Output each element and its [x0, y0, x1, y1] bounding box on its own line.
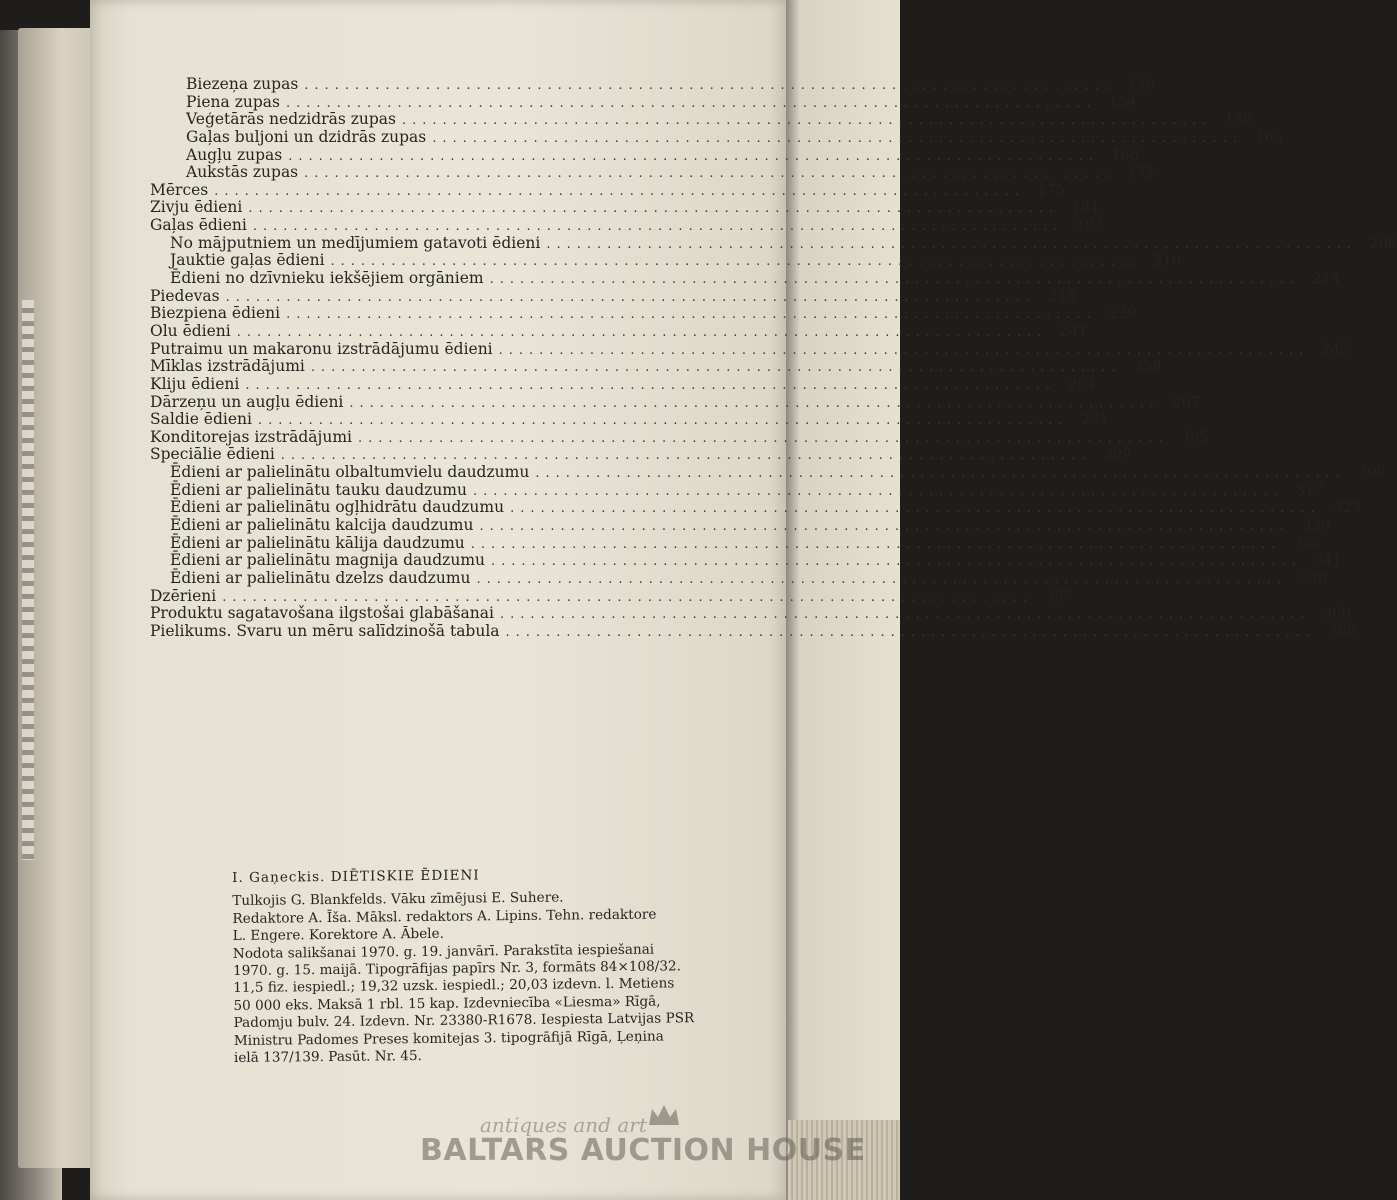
- toc-entry: [150, 427, 1209, 447]
- toc-entry: [150, 75, 1155, 94]
- toc-entry-page: 184: [1071, 200, 1099, 217]
- toc-entry: [150, 621, 1357, 641]
- toc-entry-page: 214: [1312, 271, 1341, 288]
- toc-entry-title: Speciālie ēdieni: [150, 445, 275, 464]
- toc-entry-page: 330: [1302, 518, 1331, 535]
- colophon-line: L. Engere. Korektore A. Ābele.: [232, 926, 445, 945]
- toc-entry-title: Ēdieni ar palielinātu kālija daudzumu: [170, 533, 465, 552]
- toc-entry: [150, 374, 1096, 394]
- toc-entry-page: 291: [1080, 412, 1109, 429]
- toc-entry-title: Gaļas ēdieni: [150, 216, 247, 235]
- toc-entry-title: Dzērieni: [150, 586, 217, 605]
- toc-entry-page: 241: [1059, 323, 1088, 340]
- toc-entry: [150, 357, 1162, 376]
- colophon-line: Redaktore A. Īša. Māksl. redaktors A. Lipins. Tehn. redaktore: [232, 906, 657, 927]
- toc-entry: [150, 321, 1088, 341]
- toc-entry-page: 305: [1180, 429, 1209, 446]
- toc-leader-dots: ................................................................................: [280, 448, 1092, 464]
- toc-leader-dots: ................................................................................: [310, 360, 1122, 376]
- toc-leader-dots: ................................................................................: [505, 624, 1317, 640]
- toc-entry: [150, 339, 1350, 359]
- toc-entry-title: Gaļas buljoni un dzidrās zupas: [186, 127, 427, 146]
- toc-entry-title: Putraimu un makaronu izstrādājumu ēdieni: [150, 339, 493, 358]
- toc-entry-page: 341: [1313, 553, 1342, 570]
- toc-leader-dots: ................................................................................: [491, 554, 1302, 570]
- toc-leader-dots: ................................................................................: [358, 430, 1169, 446]
- colophon-line: Tulkojis G. Blankfelds. Vāku zīmējusi E. Suhere.: [232, 889, 564, 910]
- toc-entry-title: Ēdieni ar palielinātu ogļhidrātu daudzumu: [170, 498, 505, 517]
- toc-entry: [150, 516, 1331, 535]
- toc-entry-title: Piena zupas: [186, 92, 280, 111]
- toc-entry-title: Mīklas izstrādājumi: [150, 357, 305, 376]
- toc-entry-page: 323: [1333, 500, 1361, 517]
- toc-entry-page: 267: [1172, 394, 1200, 411]
- toc-entry: [150, 286, 1077, 306]
- table-of-contents: [150, 75, 1397, 641]
- toc-leader-dots: ................................................................................: [476, 571, 1288, 587]
- toc-entry: [150, 127, 1283, 147]
- toc-entry-page: 317: [1295, 482, 1324, 499]
- toc-entry-page: 264: [1068, 376, 1096, 393]
- toc-entry-page: 245: [1321, 341, 1350, 358]
- toc-entry-title: Jauktie gaļas ēdieni: [170, 251, 325, 270]
- toc-entry-title: Konditorejas izstrādājumi: [150, 427, 352, 446]
- toc-leader-dots: ................................................................................: [222, 589, 1033, 605]
- toc-leader-dots: ................................................................................: [498, 342, 1310, 358]
- toc-leader-dots: ................................................................................: [479, 519, 1291, 535]
- toc-leader-dots: ................................................................................: [499, 607, 1311, 623]
- toc-entry-page: 335: [1293, 535, 1322, 552]
- toc-entry-page: 158: [1224, 112, 1253, 129]
- toc-entry: [150, 410, 1109, 429]
- toc-leader-dots: ................................................................................: [473, 483, 1284, 499]
- toc-entry-title: Piedevas: [150, 286, 220, 305]
- toc-entry: [150, 233, 1397, 253]
- toc-entry-page: 193: [1075, 218, 1104, 235]
- toc-entry-page: 172: [1127, 165, 1155, 182]
- toc-entry: [150, 269, 1341, 288]
- toc-entry-title: Ēdieni ar palielinātu olbaltumvielu daudzumu: [170, 463, 530, 482]
- toc-leader-dots: ................................................................................: [245, 377, 1056, 393]
- toc-entry-page: 168: [1111, 147, 1139, 164]
- toc-entry: [150, 586, 1073, 606]
- toc-entry-title: No mājputniem un medījumiem gatavoti ēdieni: [170, 233, 541, 252]
- toc-leader-dots: ................................................................................: [470, 536, 1282, 552]
- toc-entry: [150, 180, 1065, 200]
- toc-entry: [150, 551, 1342, 570]
- toc-entry-title: Ēdieni ar palielinātu kalcija daudzumu: [170, 516, 474, 535]
- toc-leader-dots: ................................................................................: [349, 395, 1160, 411]
- toc-entry-title: Saldie ēdieni: [150, 410, 252, 429]
- toc-leader-dots: ................................................................................: [510, 501, 1321, 517]
- toc-leader-dots: ................................................................................: [248, 201, 1059, 217]
- toc-entry-page: 206: [1369, 235, 1397, 252]
- toc-entry: [150, 392, 1200, 412]
- toc-entry: [150, 568, 1328, 588]
- toc-leader-dots: ................................................................................: [535, 466, 1346, 482]
- toc-entry: [150, 92, 1137, 112]
- toc-leader-dots: ................................................................................: [304, 166, 1115, 182]
- toc-entry: [150, 533, 1322, 553]
- toc-entry-title: Veģetārās nedzidrās zupas: [186, 110, 396, 129]
- toc-leader-dots: ................................................................................: [288, 148, 1099, 164]
- toc-leader-dots: ................................................................................: [252, 219, 1064, 235]
- watermark-tagline: antiques and art: [480, 1113, 647, 1137]
- colophon-line: Nodota salikšanai 1970. g. 19. janvārī. Parakstīta iespiešanai: [232, 941, 655, 962]
- toc-leader-dots: ................................................................................: [236, 324, 1048, 340]
- colophon-line: 11,5 fiz. iespiedl.; 19,32 uzsk. iespiedl.; 20,03 izdevn. l. Metiens: [233, 975, 675, 997]
- toc-entry-page: 309: [1358, 465, 1386, 482]
- toc-entry-title: Aukstās zupas: [186, 163, 299, 182]
- toc-entry-title: Biezeņa zupas: [186, 75, 299, 93]
- toc-entry: [150, 604, 1351, 623]
- toc-entry: [150, 251, 1182, 270]
- toc-entry-page: 165: [1255, 129, 1283, 146]
- toc-leader-dots: ................................................................................: [225, 289, 1037, 305]
- toc-entry: [150, 498, 1361, 517]
- toc-entry-title: Produktu sagatavošana ilgstošai glabāšanai: [150, 604, 494, 623]
- cover-stripes: [22, 300, 34, 860]
- toc-entry-page: 309: [1103, 447, 1132, 464]
- colophon-line: 50 000 eks. Maksā 1 rbl. 15 kap. Izdevniecība «Liesma» Rīgā,: [233, 993, 661, 1014]
- book-title: I. Gaņeckis. DIĒTISKIE ĒDIENI: [232, 867, 480, 886]
- toc-entry-title: Ēdieni ar palielinātu dzelzs daudzumu: [170, 568, 471, 587]
- toc-entry-page: 218: [1048, 288, 1077, 305]
- toc-entry-title: Zivju ēdieni: [150, 198, 243, 217]
- toc-leader-dots: ................................................................................: [214, 183, 1025, 199]
- toc-entry-title: Kliju ēdieni: [150, 374, 240, 393]
- toc-leader-dots: ................................................................................: [546, 236, 1357, 252]
- colophon-line: 1970. g. 15. maijā. Tipogrāfijas papīrs Nr. 3, formāts 84×108/32.: [232, 958, 682, 980]
- toc-entry-title: Biezpiena ēdieni: [150, 304, 281, 323]
- colophon-text: [232, 888, 764, 1068]
- toc-entry-page: 360: [1322, 606, 1351, 623]
- toc-leader-dots: ................................................................................: [432, 130, 1243, 146]
- toc-entry: [150, 216, 1104, 235]
- toc-entry-page: 258: [1133, 359, 1162, 376]
- toc-entry-title: Ēdieni ar palielinātu tauku daudzumu: [170, 480, 467, 499]
- toc-entry-title: Dārzeņu un augļu ēdieni: [150, 392, 344, 411]
- toc-entry-page: 149: [1127, 77, 1155, 93]
- toc-entry-page: 366: [1328, 623, 1357, 640]
- toc-entry: [150, 445, 1132, 464]
- toc-leader-dots: ................................................................................: [330, 254, 1142, 270]
- toc-entry-page: 175: [1037, 182, 1065, 199]
- colophon: [232, 864, 764, 1067]
- toc-leader-dots: ................................................................................: [285, 95, 1097, 111]
- toc-entry-title: Ēdieni ar palielinātu magnija daudzumu: [170, 551, 486, 570]
- toc-entry: [150, 463, 1386, 482]
- watermark-brand: BALTARS AUCTION HOUSE: [420, 1133, 866, 1168]
- colophon-line: ielā 137/139. Pasūt. Nr. 45.: [233, 1048, 422, 1067]
- page-edges: [788, 1120, 900, 1200]
- toc-leader-dots: ................................................................................: [304, 78, 1115, 93]
- toc-entry-title: Augļu zupas: [186, 145, 283, 164]
- toc-leader-dots: ................................................................................: [401, 113, 1213, 129]
- toc-entry-title: Olu ēdieni: [150, 321, 231, 340]
- toc-entry: [150, 480, 1324, 500]
- toc-leader-dots: ................................................................................: [489, 272, 1301, 288]
- toc-entry-page: 210: [1153, 253, 1182, 270]
- colophon-line: Ministru Padomes Preses komitejas 3. tipogrāfijā Rīgā, Ļeņina: [233, 1028, 664, 1049]
- toc-entry-page: 348: [1299, 570, 1328, 587]
- toc-entry: [150, 304, 1137, 323]
- toc-entry: [150, 110, 1253, 129]
- toc-entry-page: 357: [1045, 588, 1073, 605]
- toc-entry: [150, 163, 1155, 182]
- toc-leader-dots: ................................................................................: [257, 413, 1069, 429]
- toc-leader-dots: ................................................................................: [286, 307, 1097, 323]
- toc-entry-title: Pielikums. Svaru un mēru salīdzinošā tabula: [150, 621, 500, 640]
- colophon-line: Padomju bulv. 24. Izdevn. Nr. 23380-R1678. Iespiesta Latvijas PSR: [233, 1010, 695, 1032]
- toc-entry: [150, 145, 1139, 165]
- toc-entry-title: Mērces: [150, 180, 209, 199]
- toc-entry-page: 229: [1108, 306, 1137, 323]
- toc-entry: [150, 198, 1099, 217]
- toc-entry-page: 154: [1108, 94, 1137, 111]
- toc-entry-title: Ēdieni no dzīvnieku iekšējiem orgāniem: [170, 269, 484, 288]
